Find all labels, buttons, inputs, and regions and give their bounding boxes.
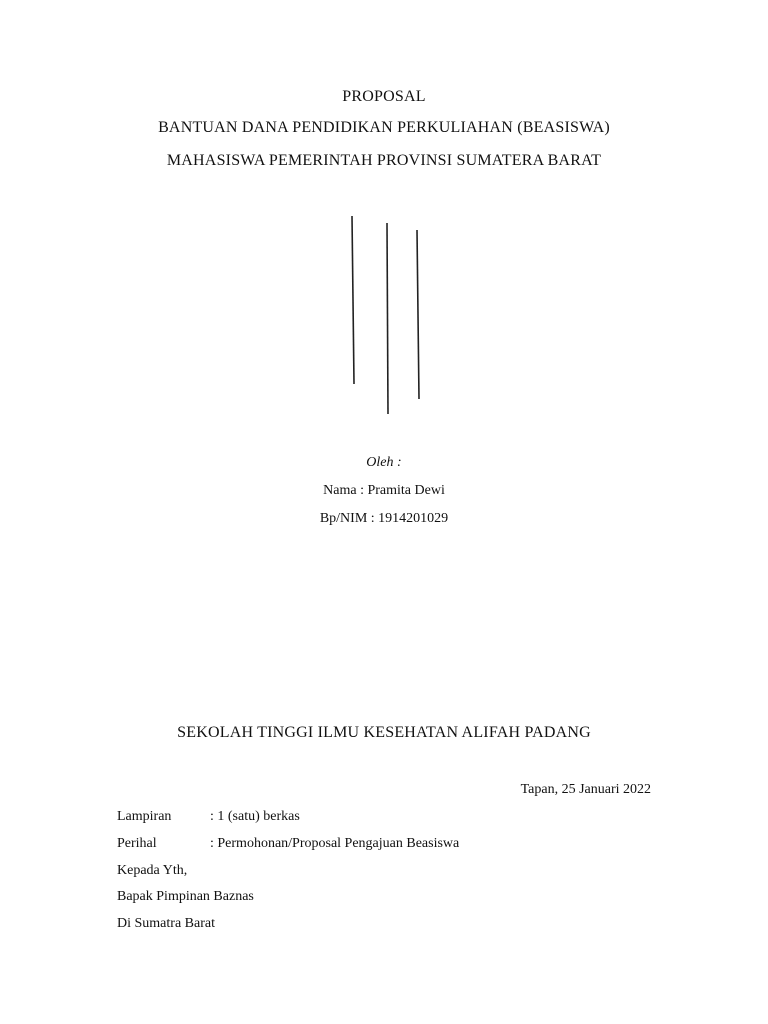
recipient-greeting: Kepada Yth,	[117, 863, 188, 878]
proposal-title-line-3: MAHASISWA PEMERINTAH PROVINSI SUMATERA BARAT	[166, 152, 602, 169]
author-name: Nama : Pramita Dewi	[323, 483, 445, 498]
recipient-location: Di Sumatra Barat	[117, 916, 215, 931]
place-date: Tapan, 25 Januari 2022	[520, 782, 651, 797]
logo-stroke-right	[417, 230, 419, 399]
institution-name: SEKOLAH TINGGI ILMU KESEHATAN ALIFAH PADANG	[177, 724, 591, 741]
subject-value: : Permohonan/Proposal Pengajuan Beasiswa	[210, 836, 460, 851]
proposal-heading: PROPOSAL	[342, 88, 426, 105]
author-nim: Bp/NIM : 1914201029	[319, 511, 449, 526]
recipient-name: Bapak Pimpinan Baznas	[117, 889, 254, 904]
by-label: Oleh :	[366, 455, 402, 470]
logo-stroke-middle	[387, 223, 388, 414]
logo-stroke-left	[352, 216, 354, 384]
proposal-title-line-2: BANTUAN DANA PENDIDIKAN PERKULIAHAN (BEASISWA)	[158, 119, 610, 136]
subject-label: Perihal	[117, 836, 157, 851]
attachment-value: : 1 (satu) berkas	[210, 809, 300, 824]
attachment-label: Lampiran	[117, 809, 172, 824]
logo-strokes	[340, 210, 430, 420]
